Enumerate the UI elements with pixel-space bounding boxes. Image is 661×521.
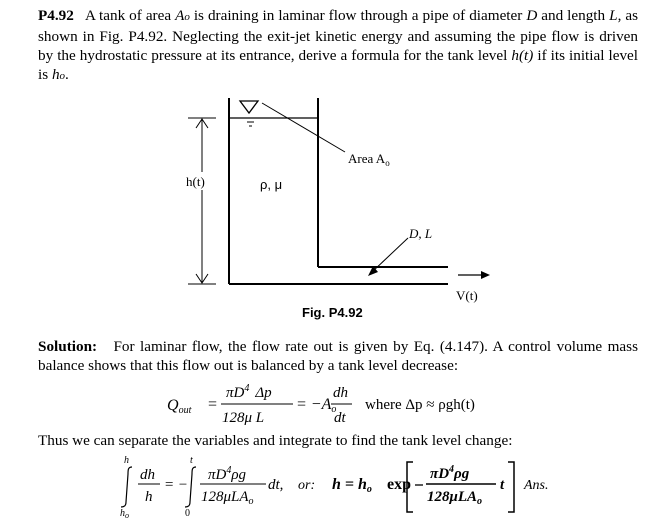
- initial-level-subscript: o: [59, 70, 66, 82]
- q-symbol: Qout: [167, 397, 192, 416]
- equals-minus: = −: [164, 477, 188, 493]
- area-symbol: A: [175, 7, 185, 24]
- integral-1-lower: $h_o$: [120, 508, 129, 520]
- figure-caption: Fig. P4.92: [302, 305, 363, 320]
- integration-equation: [0, 455, 661, 521]
- area-term: = −Ao: [296, 396, 337, 415]
- integration-intro: Thus we can separate the variables and integrate to find the tank level change:: [38, 432, 513, 449]
- fluid-properties-label: ρ, μ: [260, 177, 283, 192]
- free-surface-triangle-icon: [240, 101, 258, 113]
- problem-text: and length: [537, 7, 610, 24]
- fraction-2-numerator: dh: [333, 385, 348, 401]
- fraction-b-numerator: $\pi D^4\rho g$: [208, 465, 247, 483]
- area-label: Area $A_o$: [348, 151, 390, 168]
- equals-sign: =: [208, 396, 218, 413]
- fraction-a-denominator: h: [145, 489, 153, 505]
- pipe-label: D, L: [409, 226, 433, 241]
- tank-level-symbol: h(t): [511, 47, 534, 64]
- result-lhs: h = ho: [332, 476, 372, 495]
- solution-label: Solution:: [38, 338, 98, 355]
- fraction-1-numerator: $\pi D^4$ Δp: [226, 383, 272, 401]
- problem-text: , as shown in Fig. P4.92. Neglecting the exit-jet kinetic energy and assuming the pipe flow is driven by the hydrostatic pressure at its entrance, derive a formula for the tank level: [38, 7, 638, 64]
- flow-rate-equation: [0, 380, 661, 430]
- area-leader-line: [262, 103, 345, 152]
- velocity-label: V(t): [456, 288, 478, 303]
- fraction-c-numerator: $\pi D^4\rho g$: [430, 464, 470, 482]
- problem-number: P4.92: [38, 7, 74, 24]
- fraction-c-denominator: 128μLA$_o$: [427, 489, 483, 507]
- diameter-symbol: D: [526, 7, 538, 24]
- integral-1-upper: h: [124, 455, 129, 466]
- h-label: h(t): [186, 174, 205, 189]
- area-subscript: o: [184, 11, 190, 23]
- fraction-a-numerator: dh: [140, 467, 155, 483]
- or-text: or:: [298, 478, 316, 493]
- integral-2-upper: t: [190, 455, 193, 466]
- problem-text: if its initial level is: [38, 47, 638, 83]
- length-symbol: L: [609, 7, 618, 24]
- initial-level-symbol: h: [51, 66, 60, 83]
- solution-body: For laminar flow, the flow rate out is given by Eq. (4.147). A control volume mass balance shows that this flow out is balanced by a tank level decrease:: [38, 338, 638, 374]
- exp-text: exp: [387, 476, 411, 493]
- right-bracket: [508, 462, 514, 512]
- fraction-1-denominator: 128μ L: [222, 410, 265, 426]
- dt-term: dt,: [268, 477, 284, 493]
- t-term: t: [500, 477, 505, 493]
- where-clause: where Δp ≈ ρgh(t): [365, 397, 475, 413]
- problem-text: .: [65, 66, 69, 83]
- problem-text: is draining in laminar flow through a pipe of diameter: [189, 7, 527, 24]
- integral-2-lower: 0: [185, 508, 190, 519]
- fraction-2-denominator: dt: [334, 410, 346, 426]
- answer-label: Ans.: [524, 478, 549, 493]
- velocity-arrow-icon: [481, 271, 490, 279]
- solution-text: [38, 337, 638, 375]
- integral-1-sign-icon: [121, 467, 132, 507]
- fraction-b-denominator: 128μLA$_o$: [201, 489, 254, 507]
- problem-text: A tank of area: [84, 7, 176, 24]
